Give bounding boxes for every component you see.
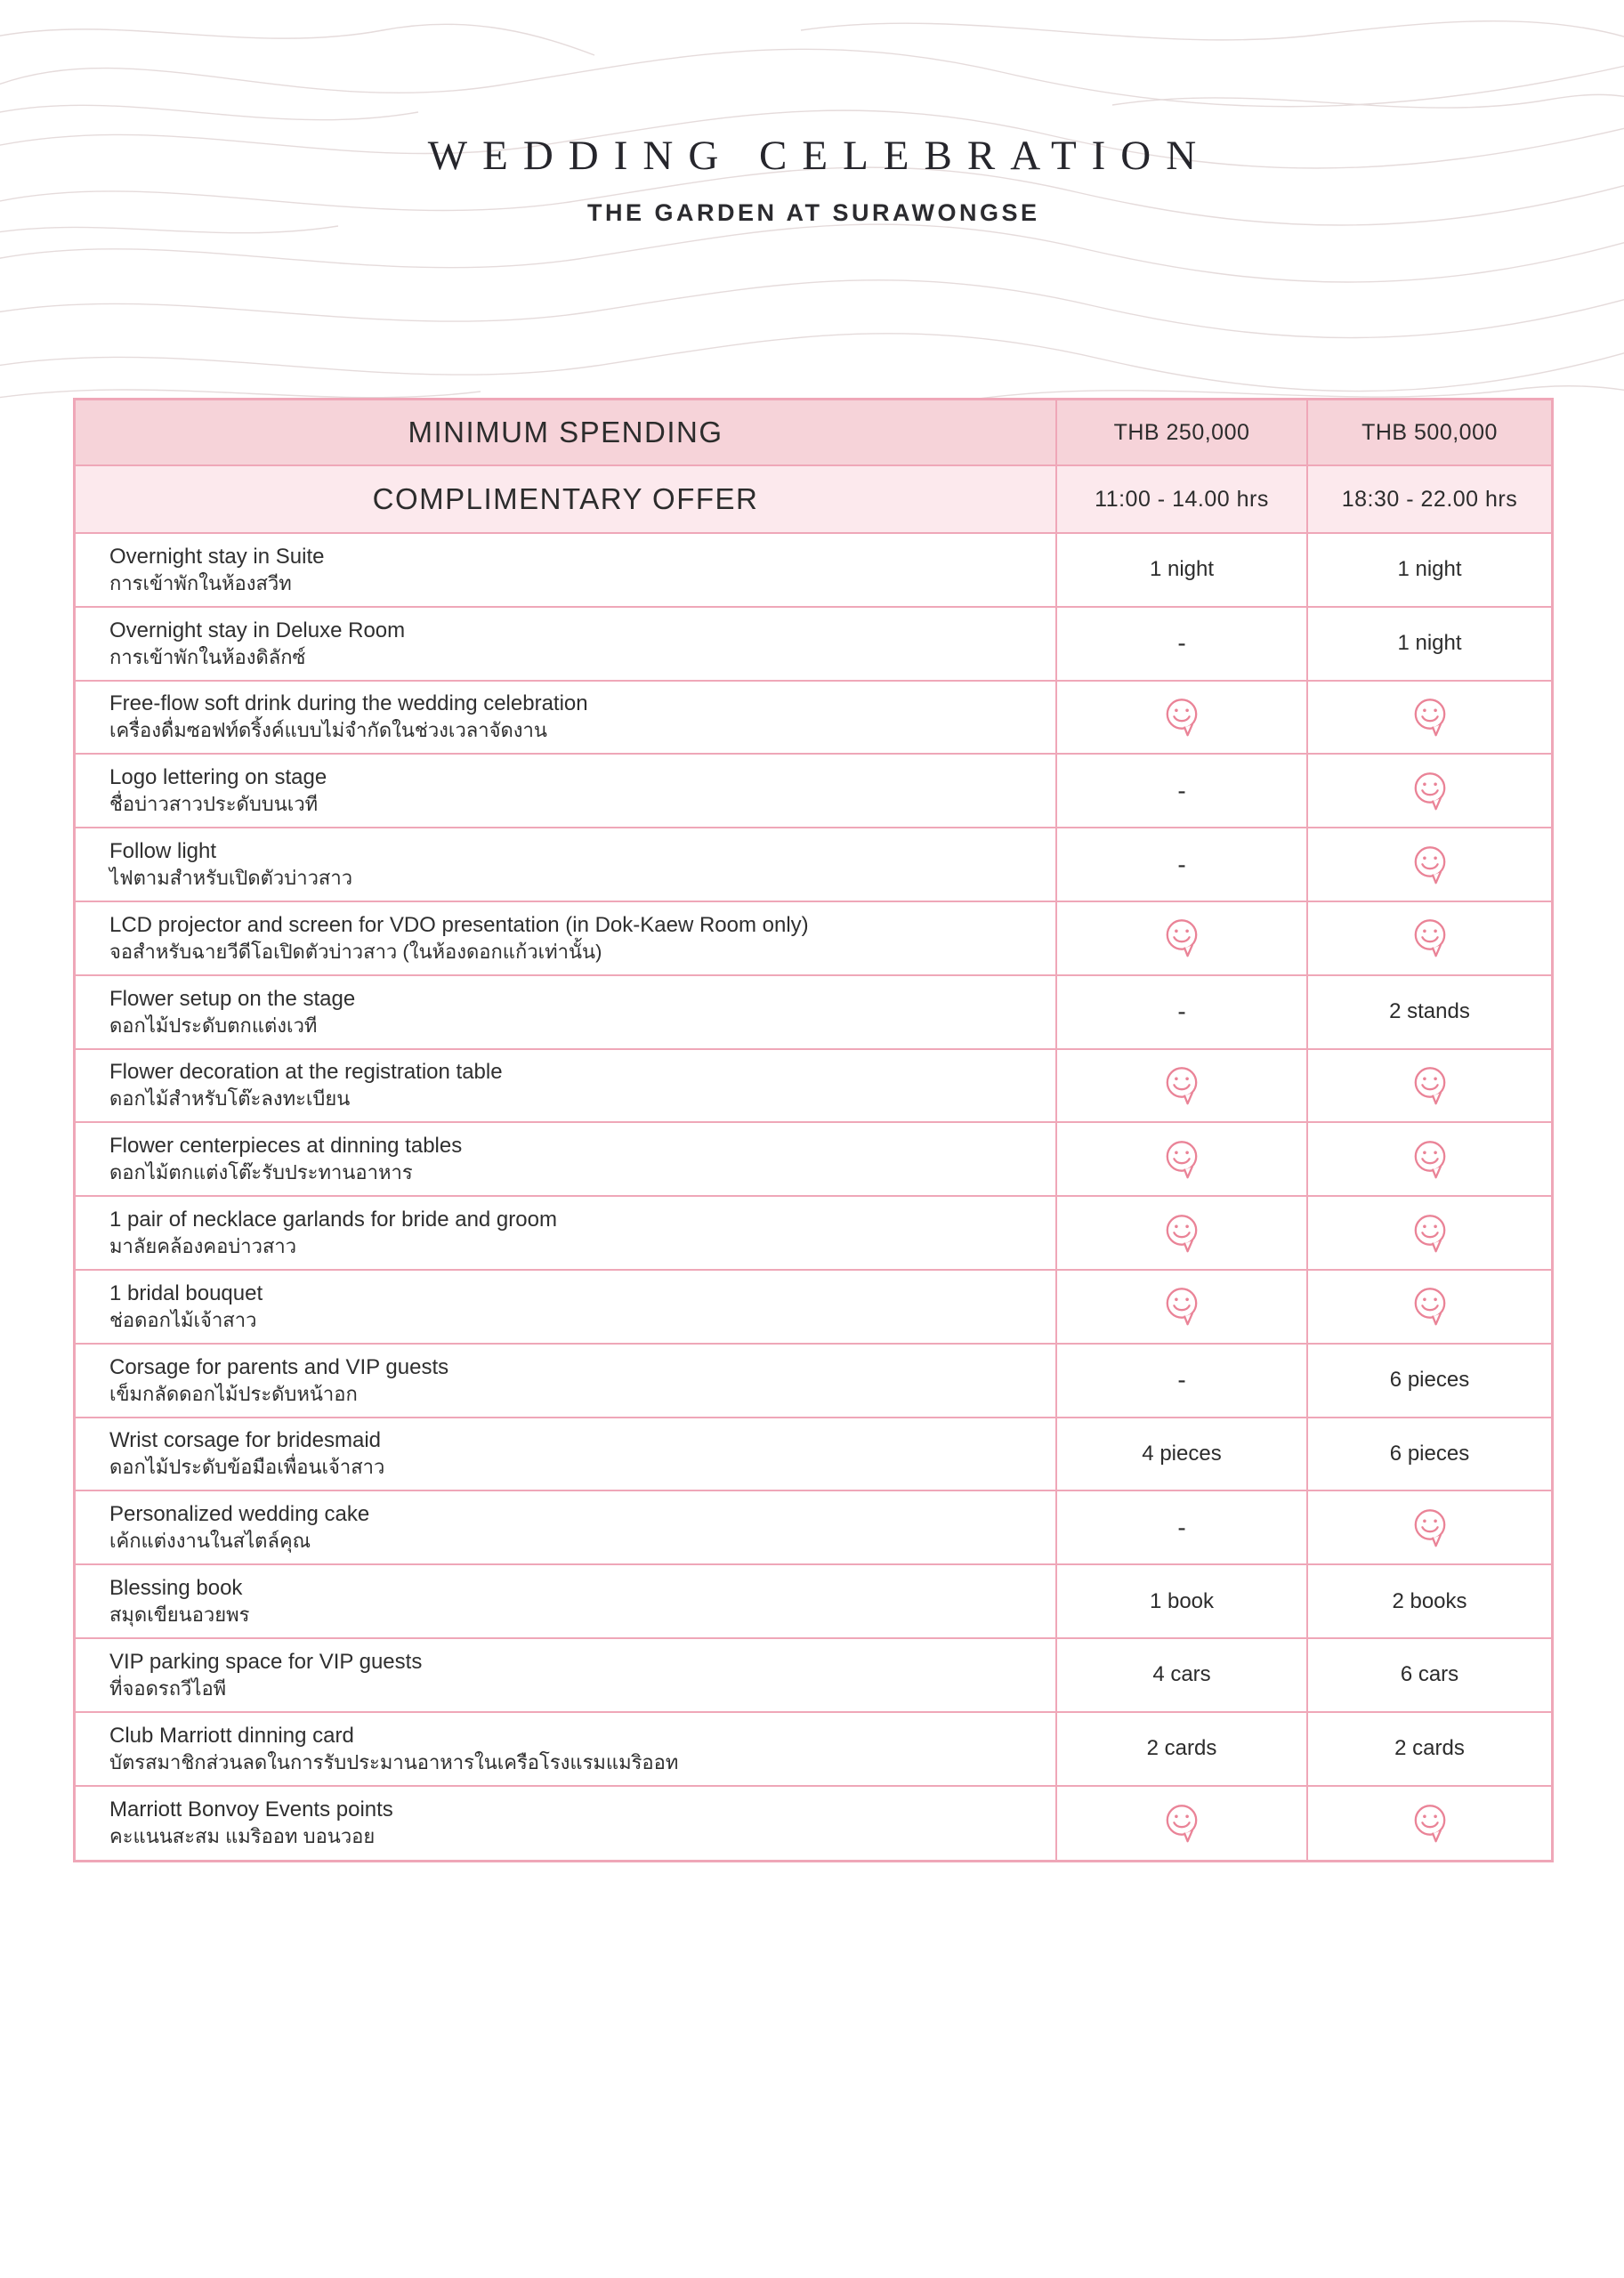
offer-value-cell-included: [1057, 1123, 1308, 1195]
offer-row: [76, 608, 1551, 682]
offer-value-cell-dash: -: [1057, 608, 1308, 680]
offer-row: [76, 1565, 1551, 1639]
offer-row: [76, 755, 1551, 828]
offer-description: [76, 1787, 1057, 1861]
smiley-bubble-icon: [1160, 1801, 1203, 1846]
offer-name-th: ดอกไม้ประดับตกแต่งเวที: [109, 1014, 318, 1037]
offer-description: [76, 608, 1057, 680]
offer-name-th: เข็มกลัดดอกไม้ประดับหน้าอก: [109, 1382, 358, 1405]
offer-name-en: Marriott Bonvoy Events points: [109, 1797, 393, 1822]
offer-value-cell-dash: -: [1057, 1491, 1308, 1563]
offer-row: [76, 828, 1551, 902]
offer-row: [76, 1123, 1551, 1197]
offer-row: [76, 1787, 1551, 1861]
offer-name-en: Blessing book: [109, 1576, 243, 1601]
offer-description: [76, 1271, 1057, 1343]
wedding-package-table: [73, 398, 1554, 1862]
offer-value-cell: 2 books: [1392, 1588, 1467, 1613]
offer-description: [76, 828, 1057, 901]
offer-value-cell: 2 stands: [1389, 999, 1470, 1024]
complimentary-offer-header-row: [76, 466, 1551, 534]
offer-name-th: เครื่องดื่มซอฟท์ดริ้งค์แบบไม่จำกัดในช่วงเวลาจัดงาน: [109, 719, 547, 742]
offer-value-cell-included: [1057, 1271, 1308, 1343]
offer-row: [76, 1197, 1551, 1271]
offer-name-en: LCD projector and screen for VDO presentation (in Dok-Kaew Room only): [109, 912, 809, 937]
offer-row: [76, 1345, 1551, 1418]
offer-name-th: ไฟตามสำหรับเปิดตัวบ่าวสาว: [109, 867, 353, 890]
smiley-bubble-icon: [1409, 1063, 1451, 1108]
offer-description: [76, 902, 1057, 974]
offer-name-th: มาลัยคล้องคอบ่าวสาว: [109, 1235, 297, 1258]
smiley-bubble-icon: [1160, 695, 1203, 739]
offer-value-cell-included: [1057, 1197, 1308, 1269]
offer-name-en: Flower setup on the stage: [109, 986, 356, 1011]
offer-description: [76, 1123, 1057, 1195]
offer-value-cell-included: [1057, 682, 1308, 754]
smiley-bubble-icon: [1409, 769, 1451, 813]
offer-name-en: Personalized wedding cake: [109, 1502, 370, 1527]
offer-value-cell-included: [1308, 682, 1551, 754]
offer-value-cell-included: [1308, 1787, 1551, 1861]
offer-description: [76, 1491, 1057, 1563]
offer-value-cell-included: [1057, 902, 1308, 974]
offer-row: [76, 1418, 1551, 1492]
offer-value-cell-dash: -: [1057, 755, 1308, 827]
offer-name-en: Free-flow soft drink during the wedding celebration: [109, 691, 588, 716]
offer-name-th: การเข้าพักในห้องสวีท: [109, 571, 292, 594]
smiley-bubble-icon: [1160, 1137, 1203, 1182]
offer-name-en: Wrist corsage for bridesmaid: [109, 1428, 381, 1453]
tier2-time-header: 18:30 - 22.00 hrs: [1341, 486, 1518, 512]
offer-name-en: VIP parking space for VIP guests: [109, 1649, 423, 1674]
offer-name-en: Follow light: [109, 839, 217, 864]
offer-row: [76, 976, 1551, 1050]
offer-value-cell: 4 cars: [1057, 1639, 1308, 1711]
offer-value-cell: 6 cars: [1400, 1662, 1459, 1687]
smiley-bubble-icon: [1160, 1284, 1203, 1329]
offer-name-th: ช่อดอกไม้เจ้าสาว: [109, 1308, 257, 1331]
smiley-bubble-icon: [1409, 695, 1451, 739]
smiley-bubble-icon: [1160, 1211, 1203, 1256]
offer-name-th: ดอกไม้ตกแต่งโต๊ะรับประทานอาหาร: [109, 1161, 413, 1184]
offer-value-cell: 6 pieces: [1389, 1368, 1470, 1393]
offer-name-th: สมุดเขียนอวยพร: [109, 1603, 250, 1627]
offer-row: [76, 902, 1551, 976]
offer-name-th: คะแนนสะสม แมริออท บอนวอย: [109, 1825, 376, 1848]
page-subtitle: THE GARDEN AT SURAWONGSE: [586, 199, 1040, 226]
offer-name-th: ชื่อบ่าวสาวประดับบนเวที: [109, 793, 319, 816]
offer-row: [76, 1050, 1551, 1124]
offer-description: [76, 682, 1057, 754]
offer-name-th: จอสำหรับฉายวีดีโอเปิดตัวบ่าวสาว (ในห้องดอกแก้วเท่านั้น): [109, 940, 602, 963]
offer-table-body: [76, 534, 1551, 1860]
offer-row: [76, 1639, 1551, 1713]
tier1-time-header: 11:00 - 14.00 hrs: [1057, 466, 1308, 532]
offer-name-en: Flower decoration at the registration table: [109, 1060, 503, 1085]
offer-value-cell-included: [1308, 755, 1551, 827]
offer-description: [76, 1639, 1057, 1711]
offer-name-th: ดอกไม้ประดับข้อมือเพื่อนเจ้าสาว: [109, 1456, 385, 1479]
offer-name-th: ดอกไม้สำหรับโต๊ะลงทะเบียน: [109, 1087, 351, 1111]
page-title: WEDDING CELEBRATION: [427, 133, 1212, 179]
offer-description: [76, 976, 1057, 1048]
offer-value-cell-included: [1308, 1197, 1551, 1269]
offer-value-cell: 4 pieces: [1057, 1418, 1308, 1490]
offer-name-en: 1 pair of necklace garlands for bride and groom: [109, 1208, 557, 1232]
smiley-bubble-icon: [1409, 1801, 1451, 1846]
offer-value-cell: 2 cards: [1057, 1713, 1308, 1785]
minimum-spending-label: MINIMUM SPENDING: [76, 400, 1057, 464]
offer-name-en: Flower centerpieces at dinning tables: [109, 1134, 463, 1159]
offer-value-cell-included: [1308, 902, 1551, 974]
offer-name-en: Logo lettering on stage: [109, 765, 327, 790]
offer-description: [76, 1418, 1057, 1490]
offer-row: [76, 1491, 1551, 1565]
offer-value-cell-dash: -: [1057, 828, 1308, 901]
offer-name-en: Overnight stay in Deluxe Room: [109, 618, 406, 642]
offer-value-cell: 1 night: [1397, 631, 1462, 656]
smiley-bubble-icon: [1409, 843, 1451, 887]
smiley-bubble-icon: [1160, 1063, 1203, 1108]
smiley-bubble-icon: [1409, 916, 1451, 960]
offer-description: [76, 1197, 1057, 1269]
offer-row: [76, 1713, 1551, 1787]
offer-value-cell-included: [1308, 828, 1551, 901]
offer-value-cell-included: [1308, 1123, 1551, 1195]
smiley-bubble-icon: [1409, 1211, 1451, 1256]
offer-value-cell: 2 cards: [1394, 1736, 1465, 1761]
offer-row: [76, 682, 1551, 755]
offer-name-en: Club Marriott dinning card: [109, 1723, 354, 1748]
offer-name-en: 1 bridal bouquet: [109, 1280, 263, 1305]
offer-description: [76, 1345, 1057, 1417]
smiley-bubble-icon: [1409, 1506, 1451, 1550]
offer-description: [76, 1713, 1057, 1785]
offer-value-cell: 1 book: [1057, 1565, 1308, 1637]
offer-name-th: เค้กแต่งงานในสไตล์คุณ: [109, 1530, 311, 1553]
offer-value-cell-included: [1308, 1271, 1551, 1343]
offer-row: [76, 1271, 1551, 1345]
offer-value-cell-dash: -: [1057, 1345, 1308, 1417]
tier1-price-header: THB 250,000: [1057, 400, 1308, 464]
offer-description: [76, 534, 1057, 606]
offer-value-cell-included: [1057, 1050, 1308, 1122]
smiley-bubble-icon: [1160, 916, 1203, 960]
smiley-bubble-icon: [1409, 1284, 1451, 1329]
tier2-price-header: THB 500,000: [1361, 419, 1498, 445]
offer-value-cell-dash: -: [1057, 976, 1308, 1048]
offer-description: [76, 1565, 1057, 1637]
offer-value-cell-included: [1308, 1491, 1551, 1563]
offer-name-en: Overnight stay in Suite: [109, 544, 325, 569]
offer-name-en: Corsage for parents and VIP guests: [109, 1354, 449, 1379]
offer-value-cell-included: [1308, 1050, 1551, 1122]
offer-description: [76, 755, 1057, 827]
minimum-spending-header-row: [76, 400, 1551, 466]
offer-value-cell: 6 pieces: [1389, 1441, 1470, 1466]
offer-name-th: การเข้าพักในห้องดิลักซ์: [109, 645, 306, 668]
offer-value-cell: 1 night: [1397, 557, 1462, 582]
offer-name-th: ที่จอดรถวีไอพี: [109, 1676, 227, 1700]
offer-value-cell: 1 night: [1057, 534, 1308, 606]
offer-row: [76, 534, 1551, 608]
offer-name-th: บัตรสมาชิกส่วนลดในการรับประมานอาหารในเครือโรงแรมแมริออท: [109, 1750, 679, 1773]
smiley-bubble-icon: [1409, 1137, 1451, 1182]
complimentary-offer-label: COMPLIMENTARY OFFER: [76, 466, 1057, 532]
offer-value-cell-included: [1057, 1787, 1308, 1861]
offer-description: [76, 1050, 1057, 1122]
